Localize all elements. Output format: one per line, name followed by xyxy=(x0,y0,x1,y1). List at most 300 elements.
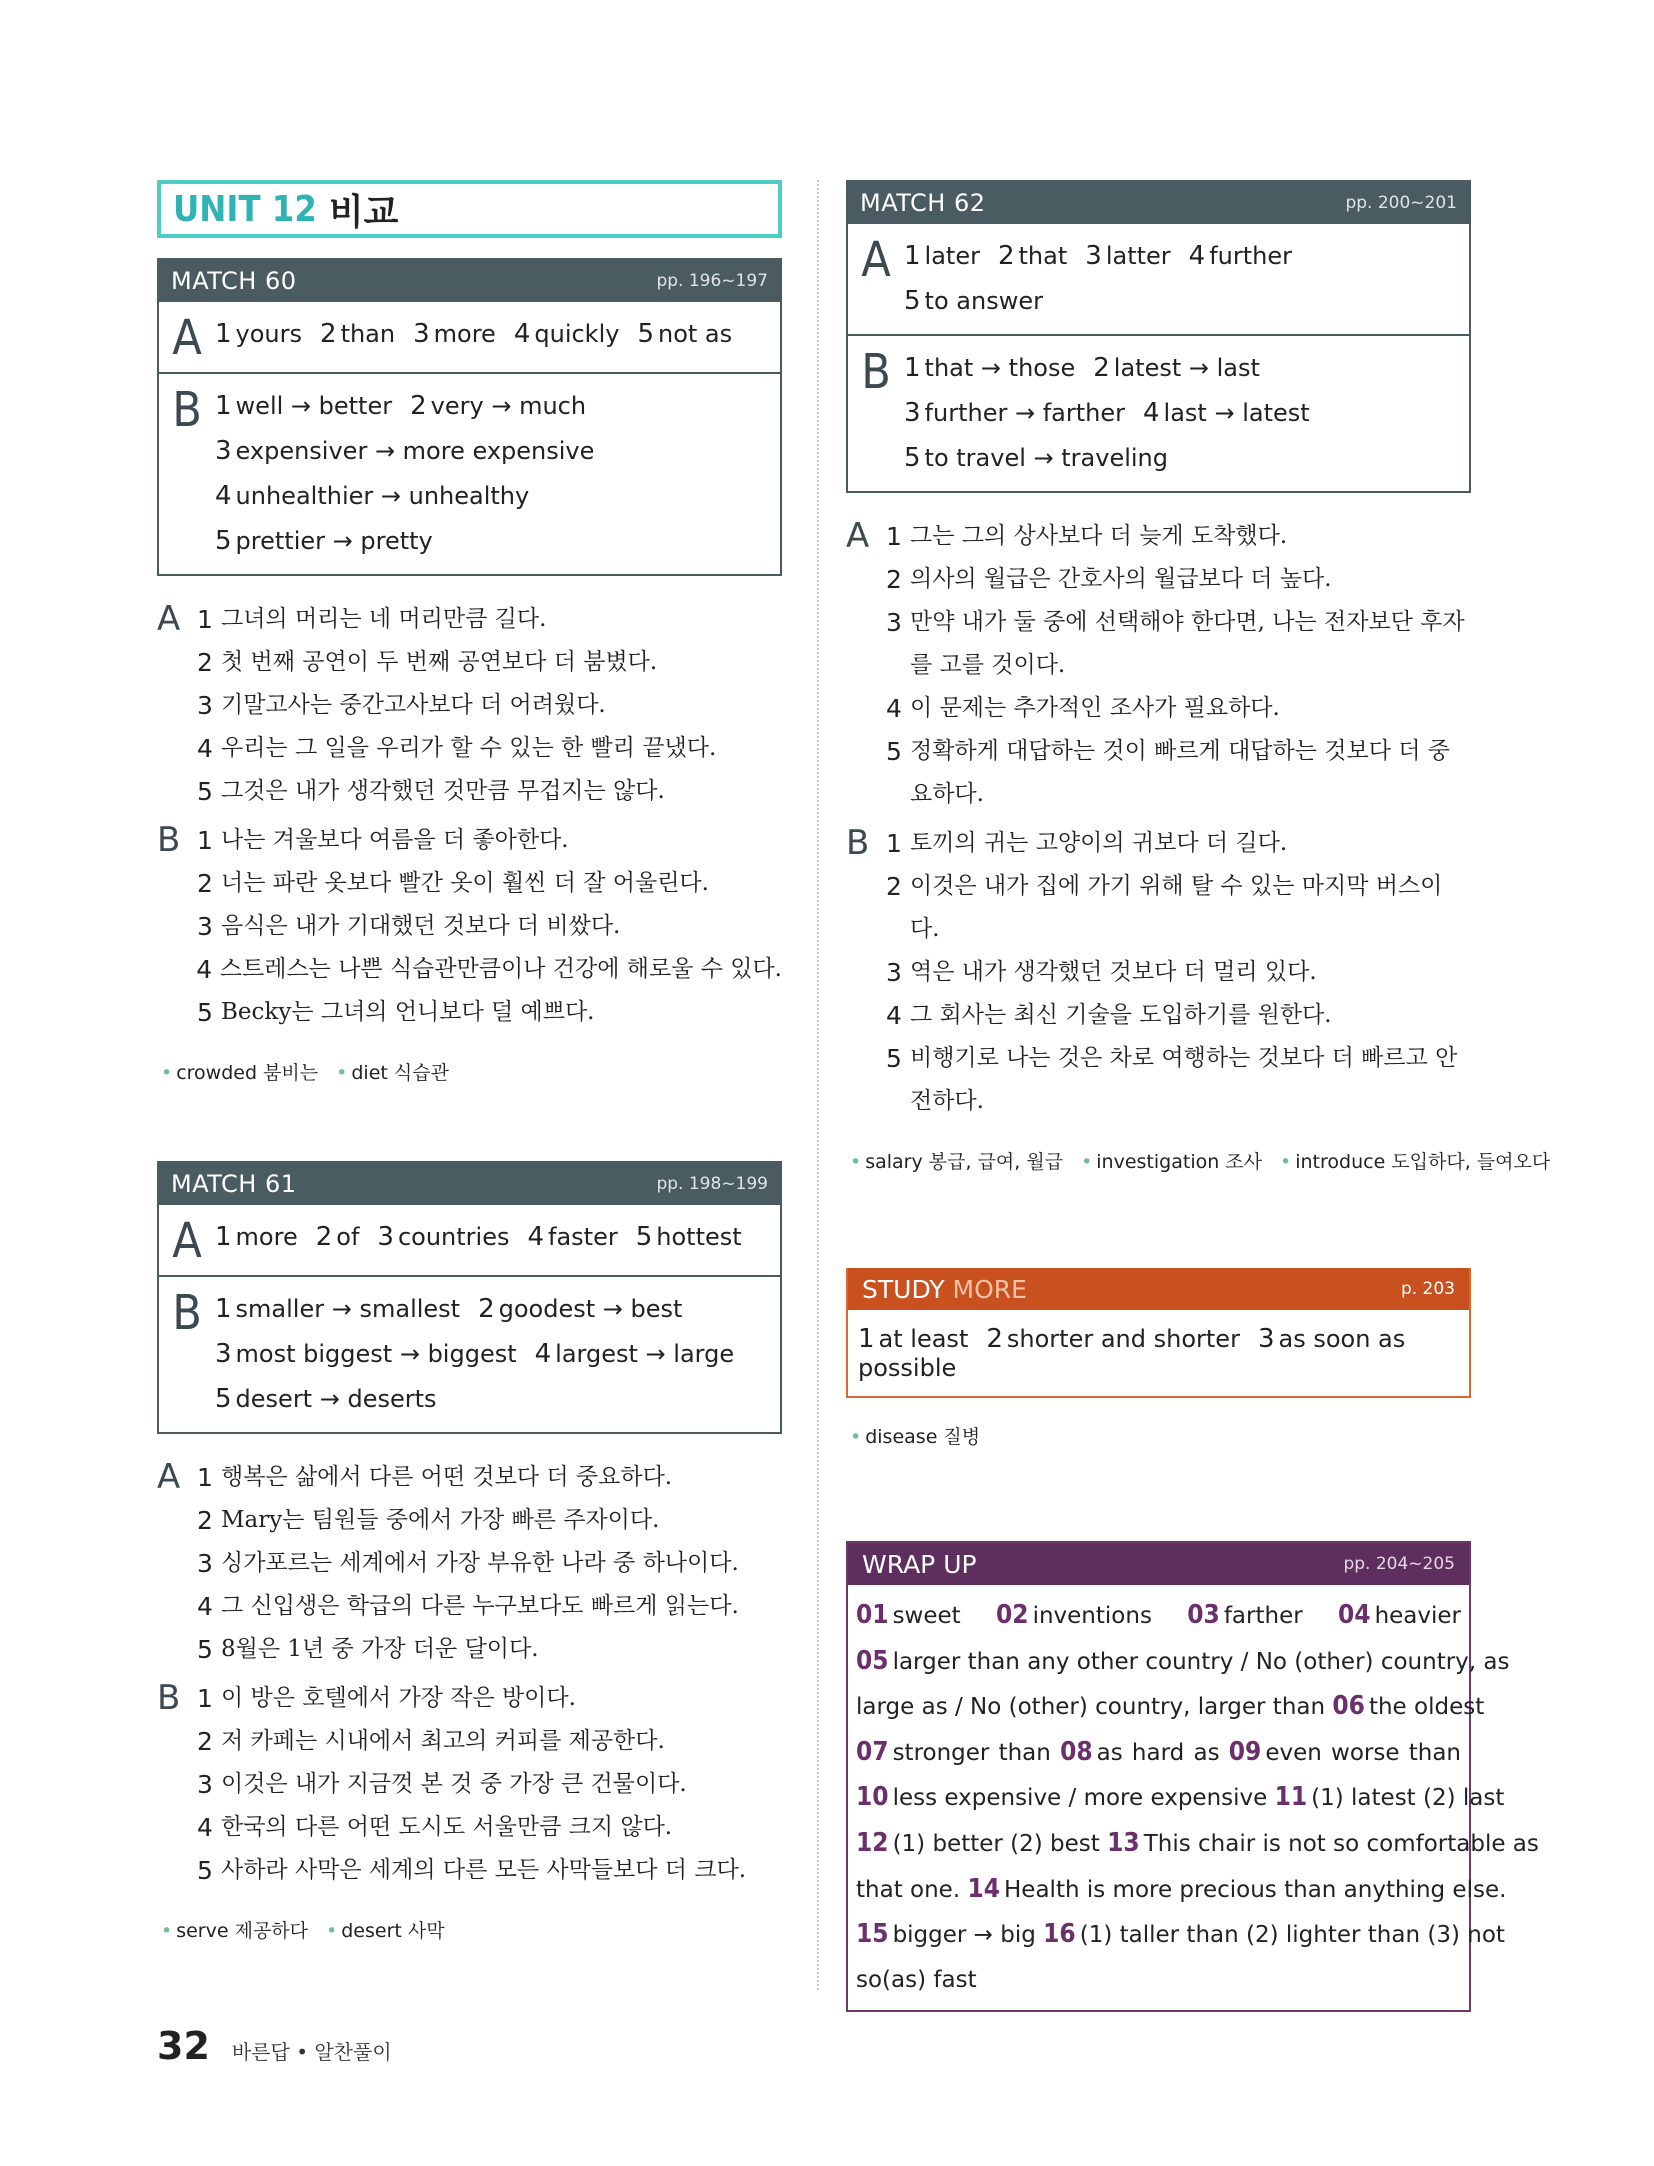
translation-number: 5 xyxy=(886,1044,902,1073)
wrapup-number: 12 xyxy=(856,1827,889,1858)
match62-box xyxy=(846,180,1471,493)
translation-letter xyxy=(846,1037,886,1123)
section-letter: A xyxy=(172,1213,202,1269)
translation-row xyxy=(157,1542,782,1585)
match60-header xyxy=(159,260,780,302)
translation-letter: A xyxy=(157,1457,181,1497)
translation-text: 이것은 내가 지금껏 본 것 중 가장 큰 건물이다. xyxy=(221,1771,687,1797)
translation-letter xyxy=(157,1585,197,1628)
translation-row xyxy=(157,905,782,948)
match60-box xyxy=(157,258,782,576)
item-text: very → much xyxy=(430,392,587,420)
item-number: 1 xyxy=(215,319,232,349)
page-footer xyxy=(157,2024,392,2068)
translation-number: 4 xyxy=(197,1813,213,1842)
translation-text: 정확하게 대답하는 것이 빠르게 대답하는 것보다 더 중요하다. xyxy=(910,738,1450,807)
translation-number: 5 xyxy=(197,777,213,806)
translation-text: 그 회사는 최신 기술을 도입하기를 원한다. xyxy=(910,1002,1332,1028)
translation-row xyxy=(846,822,1471,865)
wrapup-text: that one. xyxy=(856,1876,961,1903)
match60-section-b xyxy=(159,372,780,574)
answer-line xyxy=(215,474,768,519)
vocab-text: crowded 붐비는 xyxy=(176,1062,319,1084)
section-letter: A xyxy=(861,232,891,288)
item-number: 3 xyxy=(215,436,232,466)
answer-line xyxy=(215,384,768,429)
wrapup-answers xyxy=(848,1585,1539,2010)
translation-letter xyxy=(157,770,197,813)
item-number: 4 xyxy=(1188,241,1206,271)
translation-letter: B xyxy=(157,820,181,860)
item-number: 5 xyxy=(637,319,654,349)
translation-row xyxy=(846,865,1471,951)
translation-letter xyxy=(846,865,886,951)
translation-text: 행복은 삶에서 다른 어떤 것보다 더 중요하다. xyxy=(221,1464,673,1490)
answer-lines xyxy=(904,346,1457,481)
match60-section-a xyxy=(159,302,780,372)
answer-line xyxy=(215,1287,768,1332)
item-number: 4 xyxy=(527,1222,545,1252)
studymore-title-a: STUDY xyxy=(862,1274,945,1304)
translation-number: 5 xyxy=(197,998,213,1027)
translation-number: 2 xyxy=(886,872,902,901)
wrapup-number: 05 xyxy=(856,1645,889,1676)
item-number: 2 xyxy=(410,391,427,421)
translation-number: 4 xyxy=(886,694,902,723)
answer-lines xyxy=(215,1287,768,1422)
item-text: further xyxy=(1209,242,1292,270)
item-text: at least xyxy=(878,1325,969,1353)
page-number: 32 xyxy=(157,2024,210,2068)
item-number: 3 xyxy=(1085,241,1102,271)
item-number: 5 xyxy=(904,286,921,316)
translation-row xyxy=(157,1849,782,1892)
wrapup-line xyxy=(856,1593,1461,1639)
item-text: prettier → pretty xyxy=(235,527,433,555)
translation-text: 첫 번째 공연이 두 번째 공연보다 더 붐볐다. xyxy=(221,649,658,675)
translation-row xyxy=(157,598,782,641)
item-number: 3 xyxy=(413,319,430,349)
translation-number: 3 xyxy=(197,1549,213,1578)
translation-text: 토끼의 귀는 고양이의 귀보다 더 길다. xyxy=(910,830,1288,856)
item-text: faster xyxy=(548,1223,618,1251)
answer-lines xyxy=(215,312,768,362)
item-number: 2 xyxy=(315,1222,333,1252)
item-text: to travel → traveling xyxy=(924,444,1168,472)
wrapup-text: large as / No (other) country, larger than xyxy=(856,1694,1326,1721)
translation-number: 2 xyxy=(197,1506,213,1535)
match62-pages: pp. 200~201 xyxy=(1345,193,1457,213)
item-number: 5 xyxy=(215,1384,232,1414)
item-number: 4 xyxy=(534,1339,552,1369)
translation-number: 3 xyxy=(197,691,213,720)
translation-text: 스트레스는 나쁜 식습관만큼이나 건강에 해로울 수 있다. xyxy=(219,956,782,982)
translation-row xyxy=(846,558,1471,601)
translation-letter xyxy=(157,641,197,684)
item-text: most biggest → biggest xyxy=(235,1340,517,1368)
translation-text: 너는 파란 옷보다 빨간 옷이 훨씬 더 잘 어울린다. xyxy=(221,870,709,896)
match62-section-a xyxy=(848,224,1469,334)
answer-line xyxy=(215,519,768,564)
translation-letter: A xyxy=(846,516,870,556)
translation-text: 만약 내가 둘 중에 선택해야 한다면, 나는 전자보단 후자를 고를 것이다. xyxy=(910,609,1465,678)
match61-vocab xyxy=(161,1916,782,1943)
section-letter: A xyxy=(172,310,202,366)
item-text: more xyxy=(433,320,496,348)
item-number: 2 xyxy=(997,241,1015,271)
studymore-vocab xyxy=(850,1422,1471,1449)
translation-text: 싱가포르는 세계에서 가장 부유한 나라 중 하나이다. xyxy=(221,1550,739,1576)
match60-title: MATCH 60 xyxy=(171,267,297,295)
answer-line xyxy=(215,1377,768,1422)
match60-translations xyxy=(157,598,782,1034)
bullet-icon: • xyxy=(161,1920,173,1942)
item-number: 3 xyxy=(904,398,921,428)
translation-letter: B xyxy=(157,1678,181,1718)
wrapup-number: 11 xyxy=(1274,1782,1308,1813)
translation-number: 2 xyxy=(197,648,213,677)
translation-number: 1 xyxy=(197,605,213,634)
translation-letter xyxy=(157,1720,197,1763)
wrapup-text: the oldest xyxy=(1368,1694,1485,1721)
translation-text: 이것은 내가 집에 가기 위해 탈 수 있는 마지막 버스이다. xyxy=(910,873,1443,942)
wrapup-number: 10 xyxy=(856,1782,889,1813)
item-number: 4 xyxy=(1142,398,1160,428)
vocab-item xyxy=(850,1151,1063,1173)
vocab-item xyxy=(161,1920,308,1942)
answer-lines xyxy=(215,1215,768,1265)
match62-translations xyxy=(846,515,1471,1123)
wrapup-number: 03 xyxy=(1187,1600,1220,1630)
answer-line xyxy=(215,1332,768,1377)
wrapup-text: as hard as xyxy=(1096,1739,1220,1766)
translation-letter xyxy=(846,687,886,730)
translation-number: 3 xyxy=(197,1770,213,1799)
item-text: than xyxy=(340,320,396,348)
item-text: goodest → best xyxy=(498,1295,683,1323)
wrapup-number: 01 xyxy=(856,1600,889,1630)
translation-row xyxy=(157,1499,782,1542)
answer-line xyxy=(215,429,768,474)
answer-line xyxy=(904,234,1457,279)
item-text: countries xyxy=(397,1223,510,1251)
vocab-item xyxy=(326,1920,445,1942)
studymore-title xyxy=(862,1275,1027,1304)
translation-row xyxy=(846,730,1471,816)
wrapup-box xyxy=(846,1541,1539,2012)
translation-letter xyxy=(846,730,886,816)
answer-lines xyxy=(215,384,768,564)
translation-text: 이 방은 호텔에서 가장 작은 방이다. xyxy=(221,1685,576,1711)
translation-letter xyxy=(846,994,886,1037)
wrapup-text: stronger than xyxy=(892,1739,1051,1766)
translation-number: 1 xyxy=(886,829,902,858)
item-number: 1 xyxy=(215,1294,232,1324)
item-text: latest → last xyxy=(1113,354,1260,382)
translation-text: 나는 겨울보다 여름을 더 좋아한다. xyxy=(221,827,569,853)
wrapup-number: 13 xyxy=(1107,1827,1140,1858)
item-text: latter xyxy=(1105,242,1171,270)
vocab-item xyxy=(161,1062,318,1084)
translation-number: 5 xyxy=(197,1856,213,1885)
translation-row xyxy=(846,1037,1471,1123)
translation-row xyxy=(157,948,782,991)
wrapup-line xyxy=(856,1867,1507,1913)
item-number: 5 xyxy=(215,526,232,556)
item-number: 4 xyxy=(513,319,531,349)
bullet-icon: • xyxy=(161,1062,173,1084)
column-divider xyxy=(817,180,819,1990)
item-number: 1 xyxy=(858,1324,875,1354)
translation-row xyxy=(846,951,1471,994)
unit-topic: 비교 xyxy=(328,191,399,233)
item-number: 3 xyxy=(1257,1324,1275,1354)
translation-row xyxy=(157,819,782,862)
translation-row xyxy=(157,991,782,1034)
item-number: 3 xyxy=(377,1222,394,1252)
translation-text: 저 카페는 시내에서 최고의 커피를 제공한다. xyxy=(221,1728,665,1754)
item-number: 2 xyxy=(986,1324,1003,1354)
translation-number: 5 xyxy=(197,1635,213,1664)
studymore-box xyxy=(846,1268,1471,1398)
wrapup-text: (1) latest (2) last xyxy=(1311,1785,1505,1812)
translation-text: 이 문제는 추가적인 조사가 필요하다. xyxy=(910,695,1280,721)
translation-text: Becky는 그녀의 언니보다 덜 예쁘다. xyxy=(221,999,595,1025)
item-number: 1 xyxy=(215,391,232,421)
match61-pages: pp. 198~199 xyxy=(656,1174,768,1194)
bullet-icon: • xyxy=(1081,1151,1093,1173)
translation-row xyxy=(157,1585,782,1628)
match62-vocab xyxy=(850,1147,1551,1174)
match62-section-b xyxy=(848,334,1469,491)
wrapup-number: 16 xyxy=(1043,1919,1076,1950)
vocab-item xyxy=(1280,1151,1550,1173)
translation-number: 1 xyxy=(197,1684,213,1713)
translation-number: 1 xyxy=(197,1463,213,1492)
answer-line xyxy=(904,391,1457,436)
item-number: 1 xyxy=(215,1222,232,1252)
wrapup-line xyxy=(856,1912,1505,1958)
translation-letter xyxy=(157,1499,197,1542)
item-text: smaller → smallest xyxy=(235,1295,461,1323)
translation-letter xyxy=(157,991,197,1034)
translation-row xyxy=(157,862,782,905)
translation-letter xyxy=(846,558,886,601)
wrapup-line xyxy=(856,1684,1485,1730)
translation-text: 한국의 다른 어떤 도시도 서울만큼 크지 않다. xyxy=(221,1814,673,1840)
translation-letter xyxy=(157,727,197,770)
answer-line xyxy=(904,346,1457,391)
match61-box xyxy=(157,1161,782,1434)
item-number: 1 xyxy=(904,241,921,271)
translation-row xyxy=(157,641,782,684)
item-text: further → farther xyxy=(924,399,1125,427)
item-text: quickly xyxy=(534,320,620,348)
translation-text: 비행기로 나는 것은 차로 여행하는 것보다 더 빠르고 안전하다. xyxy=(910,1045,1458,1114)
translation-number: 2 xyxy=(197,1727,213,1756)
match61-section-a xyxy=(159,1205,780,1275)
translation-letter: B xyxy=(846,823,870,863)
wrapup-text: (1) better (2) best xyxy=(892,1830,1100,1857)
match62-header xyxy=(848,182,1469,224)
wrapup-text: inventions xyxy=(1032,1603,1152,1629)
translation-number: 2 xyxy=(886,565,902,594)
item-number: 4 xyxy=(215,481,232,511)
item-text: as soon as possible xyxy=(858,1325,1406,1382)
translation-text: 그는 그의 상사보다 더 늦게 도착했다. xyxy=(910,523,1288,549)
translation-letter: A xyxy=(157,599,181,639)
item-number: 3 xyxy=(215,1339,232,1369)
item-text: hottest xyxy=(656,1223,742,1251)
wrapup-text: bigger → big xyxy=(892,1922,1036,1949)
match62-title: MATCH 62 xyxy=(860,189,986,217)
translation-text: 우리는 그 일을 우리가 할 수 있는 한 빨리 끝냈다. xyxy=(221,735,717,761)
item-text: of xyxy=(336,1223,360,1251)
wrapup-text: (1) taller than (2) lighter than (3) not xyxy=(1079,1922,1505,1949)
section-letter: B xyxy=(172,1285,202,1341)
translation-text: 음식은 내가 기대했던 것보다 더 비쌌다. xyxy=(221,913,621,939)
item-text: to answer xyxy=(924,287,1043,315)
item-text: last → latest xyxy=(1163,399,1310,427)
translation-letter xyxy=(157,1806,197,1849)
item-number: 2 xyxy=(320,319,337,349)
translation-number: 5 xyxy=(886,737,902,766)
item-number: 2 xyxy=(1093,353,1110,383)
vocab-text: introduce 도입하다, 들여오다 xyxy=(1295,1151,1551,1173)
match61-translations xyxy=(157,1456,782,1892)
section-letter: B xyxy=(861,344,891,400)
translation-letter xyxy=(846,601,886,687)
studymore-answers xyxy=(848,1310,1469,1396)
translation-row xyxy=(846,994,1471,1037)
translation-row xyxy=(157,1806,782,1849)
wrapup-number: 07 xyxy=(856,1736,889,1767)
match60-vocab xyxy=(161,1058,782,1085)
studymore-pages: p. 203 xyxy=(1400,1279,1455,1299)
vocab-text: salary 봉급, 급여, 월급 xyxy=(865,1151,1064,1173)
translation-text: 의사의 월급은 간호사의 월급보다 더 높다. xyxy=(910,566,1332,592)
book-title: 바른답 • 알찬풀이 xyxy=(231,2040,392,2064)
item-number: 5 xyxy=(635,1222,653,1252)
item-text: not as xyxy=(658,320,733,348)
translation-letter xyxy=(157,1849,197,1892)
wrapup-text: sweet xyxy=(892,1603,961,1629)
item-text: later xyxy=(924,242,980,270)
translation-letter xyxy=(157,948,196,991)
bullet-icon: • xyxy=(336,1062,348,1084)
translation-letter xyxy=(157,862,197,905)
wrapup-line xyxy=(856,1775,1505,1821)
item-text: that → those xyxy=(924,354,1076,382)
item-text: well → better xyxy=(235,392,393,420)
wrapup-text: even worse than xyxy=(1265,1739,1462,1766)
vocab-item xyxy=(336,1062,449,1084)
wrapup-pages: pp. 204~205 xyxy=(1343,1554,1455,1574)
item-number: 1 xyxy=(904,353,921,383)
translation-row xyxy=(157,727,782,770)
translation-number: 1 xyxy=(197,826,213,855)
match61-header xyxy=(159,1163,780,1205)
item-text: expensiver → more expensive xyxy=(235,437,595,465)
answer-line xyxy=(215,1215,768,1260)
translation-number: 3 xyxy=(886,958,902,987)
translation-row xyxy=(157,1456,782,1499)
translation-row xyxy=(846,601,1471,687)
wrapup-number: 09 xyxy=(1228,1736,1262,1767)
translation-letter xyxy=(157,1763,197,1806)
section-letter: B xyxy=(172,382,202,438)
translation-number: 3 xyxy=(886,608,902,637)
translation-number: 1 xyxy=(886,522,902,551)
vocab-text: serve 제공하다 xyxy=(176,1920,309,1942)
wrapup-number: 02 xyxy=(996,1600,1029,1630)
translation-number: 4 xyxy=(197,1592,213,1621)
wrapup-number: 06 xyxy=(1332,1691,1365,1722)
bullet-icon: • xyxy=(850,1426,862,1448)
translation-row xyxy=(157,1720,782,1763)
wrapup-text: so(as) fast xyxy=(856,1966,977,1993)
bullet-icon: • xyxy=(326,1920,338,1942)
translation-row xyxy=(157,1677,782,1720)
translation-number: 3 xyxy=(197,912,213,941)
match61-section-b xyxy=(159,1275,780,1432)
translation-letter xyxy=(157,684,197,727)
studymore-header xyxy=(848,1268,1469,1310)
vocab-text: investigation 조사 xyxy=(1096,1151,1263,1173)
translation-letter xyxy=(846,951,886,994)
unit-label: UNIT 12 xyxy=(173,188,317,230)
translation-row xyxy=(157,684,782,727)
wrapup-line xyxy=(856,1821,1539,1867)
translation-text: 그 신입생은 학급의 다른 누구보다도 빠르게 읽는다. xyxy=(221,1593,739,1619)
translation-row xyxy=(846,687,1471,730)
item-text: more xyxy=(235,1223,298,1251)
wrapup-text: Health is more precious than anything else. xyxy=(1004,1876,1507,1903)
translation-number: 4 xyxy=(197,734,213,763)
wrapup-header xyxy=(848,1543,1469,1585)
wrapup-text: larger than any other country / No (other) country, as xyxy=(892,1648,1510,1675)
item-text: that xyxy=(1018,242,1068,270)
wrapup-number: 08 xyxy=(1060,1736,1093,1767)
wrapup-number: 04 xyxy=(1338,1600,1371,1630)
wrapup-title: WRAP UP xyxy=(862,1549,977,1579)
wrapup-line xyxy=(856,1639,1510,1685)
translation-text: 그것은 내가 생각했던 것만큼 무겁지는 않다. xyxy=(221,778,665,804)
vocab-text: diet 식습관 xyxy=(351,1062,449,1084)
answer-line xyxy=(904,436,1457,481)
item-number: 2 xyxy=(478,1294,495,1324)
item-number: 5 xyxy=(904,443,921,473)
translation-row xyxy=(846,515,1471,558)
wrapup-text: This chair is not so comfortable as xyxy=(1143,1830,1539,1857)
answer-lines xyxy=(904,234,1457,324)
bullet-icon: • xyxy=(1280,1151,1292,1173)
translation-number: 4 xyxy=(886,1001,902,1030)
translation-letter xyxy=(157,1542,197,1585)
translation-number: 4 xyxy=(196,955,213,984)
translation-text: 기말고사는 중간고사보다 더 어려웠다. xyxy=(221,692,606,718)
translation-text: 그녀의 머리는 네 머리만큼 길다. xyxy=(221,606,547,632)
vocab-text: disease 질병 xyxy=(865,1426,981,1448)
wrapup-text: less expensive / more expensive xyxy=(892,1785,1268,1812)
right-column xyxy=(846,180,1551,2012)
vocab-item xyxy=(850,1426,980,1448)
wrapup-number: 14 xyxy=(967,1873,1001,1904)
match60-pages: pp. 196~197 xyxy=(656,271,768,291)
answer-line xyxy=(904,279,1457,324)
translation-row xyxy=(157,1763,782,1806)
bullet-icon: • xyxy=(850,1151,862,1173)
